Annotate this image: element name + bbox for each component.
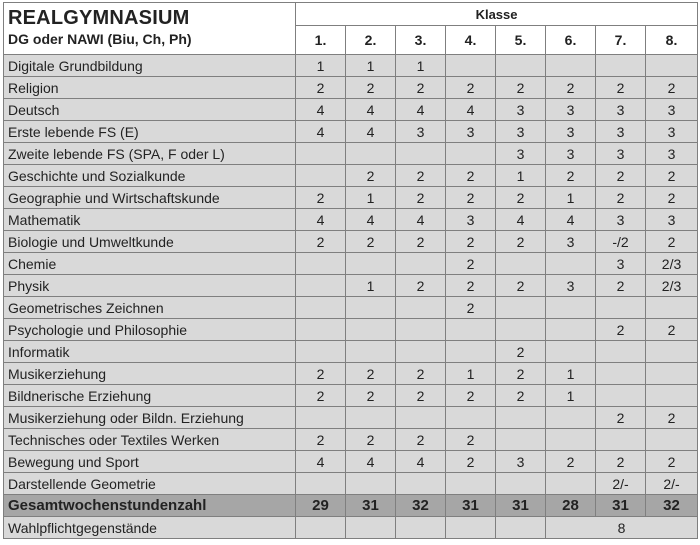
- hours-cell: [296, 341, 346, 363]
- hours-cell: 2: [296, 385, 346, 407]
- hours-cell: [546, 319, 596, 341]
- hours-cell: 2: [446, 429, 496, 451]
- hours-cell: 2: [296, 363, 346, 385]
- table-row: [4, 319, 698, 341]
- hours-cell: 2: [396, 165, 446, 187]
- hours-cell: 2: [296, 429, 346, 451]
- empty-cell: [296, 517, 346, 539]
- table-row: [4, 143, 698, 165]
- hours-cell: 1: [496, 165, 546, 187]
- hours-cell: 3: [596, 253, 646, 275]
- hours-cell: 2/-: [646, 473, 698, 495]
- hours-cell: 2: [446, 451, 496, 473]
- hours-cell: 2: [496, 341, 546, 363]
- hours-cell: [296, 319, 346, 341]
- hours-cell: 2: [346, 363, 396, 385]
- hours-cell: 2: [346, 77, 396, 99]
- hours-cell: [446, 341, 496, 363]
- hours-cell: 4: [296, 121, 346, 143]
- hours-cell: 2: [396, 429, 446, 451]
- hours-cell: 4: [296, 451, 346, 473]
- hours-cell: [396, 341, 446, 363]
- hours-cell: 1: [346, 55, 396, 77]
- hours-cell: [296, 473, 346, 495]
- hours-cell: 2: [396, 231, 446, 253]
- hours-cell: 1: [446, 363, 496, 385]
- hours-cell: 2: [496, 275, 546, 297]
- hours-cell: 1: [296, 55, 346, 77]
- wahlpflicht-value: 8: [546, 517, 698, 539]
- hours-cell: [546, 429, 596, 451]
- hours-cell: 2: [346, 231, 396, 253]
- hours-cell: [396, 253, 446, 275]
- hours-cell: 2: [596, 165, 646, 187]
- table-row: [4, 231, 698, 253]
- hours-cell: 4: [296, 99, 346, 121]
- table-row: [4, 253, 698, 275]
- hours-cell: 3: [496, 143, 546, 165]
- hours-cell: [496, 319, 546, 341]
- hours-cell: 2: [646, 319, 698, 341]
- hours-cell: 2: [396, 385, 446, 407]
- hours-cell: 3: [546, 121, 596, 143]
- hours-cell: [646, 429, 698, 451]
- table-row: [4, 121, 698, 143]
- hours-cell: [396, 473, 446, 495]
- hours-cell: 3: [646, 121, 698, 143]
- subject-cell: Informatik: [4, 341, 296, 363]
- hours-cell: [596, 55, 646, 77]
- total-label: Gesamtwochenstundenzahl: [4, 495, 296, 517]
- hours-cell: [596, 341, 646, 363]
- subject-cell: Physik: [4, 275, 296, 297]
- hours-cell: 2: [296, 231, 346, 253]
- subject-cell: Geographie und Wirtschaftskunde: [4, 187, 296, 209]
- subject-cell: Mathematik: [4, 209, 296, 231]
- hours-cell: [446, 55, 496, 77]
- hours-cell: 2: [446, 385, 496, 407]
- table-row: [4, 429, 698, 451]
- hours-cell: [546, 55, 596, 77]
- hours-cell: 2: [596, 275, 646, 297]
- table-row: [4, 77, 698, 99]
- hours-cell: [596, 385, 646, 407]
- hours-cell: 2: [446, 253, 496, 275]
- hours-cell: [496, 253, 546, 275]
- hours-cell: 2: [396, 77, 446, 99]
- subject-cell: Musikerziehung oder Bildn. Erziehung: [4, 407, 296, 429]
- table-row: [4, 165, 698, 187]
- hours-cell: [396, 319, 446, 341]
- total-row: [4, 495, 698, 517]
- hours-cell: [496, 297, 546, 319]
- hours-cell: 3: [496, 99, 546, 121]
- hours-cell: 4: [346, 451, 396, 473]
- hours-cell: 3: [546, 231, 596, 253]
- hours-cell: [346, 253, 396, 275]
- hours-cell: [646, 341, 698, 363]
- hours-cell: 4: [346, 99, 396, 121]
- hours-cell: [546, 341, 596, 363]
- hours-cell: 3: [396, 121, 446, 143]
- grade-header: 7.: [596, 26, 646, 55]
- hours-cell: 3: [596, 99, 646, 121]
- hours-cell: 1: [546, 187, 596, 209]
- empty-cell: [496, 517, 546, 539]
- hours-cell: 2: [346, 165, 396, 187]
- hours-cell: 2: [646, 451, 698, 473]
- hours-cell: [296, 253, 346, 275]
- wahlpflicht-row: [4, 517, 698, 539]
- header-row-1: [4, 3, 698, 26]
- hours-cell: 2: [646, 77, 698, 99]
- total-cell: 31: [496, 495, 546, 517]
- total-cell: 31: [596, 495, 646, 517]
- hours-cell: [546, 473, 596, 495]
- hours-cell: [396, 143, 446, 165]
- page-subtitle: DG oder NAWI (Biu, Ch, Ph): [8, 31, 192, 47]
- hours-cell: 2: [496, 187, 546, 209]
- table-row: [4, 55, 698, 77]
- hours-cell: [646, 297, 698, 319]
- hours-cell: 2: [596, 187, 646, 209]
- hours-cell: 2: [546, 451, 596, 473]
- table-row: [4, 209, 698, 231]
- hours-cell: 4: [296, 209, 346, 231]
- subject-cell: Deutsch: [4, 99, 296, 121]
- table-row: [4, 407, 698, 429]
- hours-cell: [446, 473, 496, 495]
- hours-cell: 3: [546, 275, 596, 297]
- hours-cell: 2: [646, 165, 698, 187]
- grade-header: 6.: [546, 26, 596, 55]
- total-cell: 31: [446, 495, 496, 517]
- table-row: [4, 187, 698, 209]
- subject-cell: Bewegung und Sport: [4, 451, 296, 473]
- hours-cell: 2: [396, 187, 446, 209]
- hours-cell: 4: [346, 121, 396, 143]
- total-cell: 32: [396, 495, 446, 517]
- hours-cell: [346, 143, 396, 165]
- hours-cell: 2: [596, 451, 646, 473]
- hours-cell: 3: [446, 209, 496, 231]
- table-row: [4, 275, 698, 297]
- subject-cell: Chemie: [4, 253, 296, 275]
- hours-cell: [546, 253, 596, 275]
- hours-cell: 2: [446, 165, 496, 187]
- hours-cell: [646, 363, 698, 385]
- total-cell: 31: [346, 495, 396, 517]
- hours-cell: 2: [446, 187, 496, 209]
- subject-cell: Zweite lebende FS (SPA, F oder L): [4, 143, 296, 165]
- hours-cell: [546, 297, 596, 319]
- grade-header: 8.: [646, 26, 698, 55]
- hours-cell: -/2: [596, 231, 646, 253]
- subject-cell: Religion: [4, 77, 296, 99]
- wahlpflicht-label: Wahlpflichtgegenstände: [4, 517, 296, 539]
- hours-cell: 4: [446, 99, 496, 121]
- subject-cell: Darstellende Geometrie: [4, 473, 296, 495]
- hours-cell: [346, 473, 396, 495]
- hours-cell: 3: [646, 209, 698, 231]
- hours-cell: [646, 385, 698, 407]
- hours-cell: 4: [546, 209, 596, 231]
- hours-cell: [496, 473, 546, 495]
- hours-cell: 4: [396, 99, 446, 121]
- hours-cell: [446, 143, 496, 165]
- table-row: [4, 99, 698, 121]
- table-row: [4, 341, 698, 363]
- grade-header: 5.: [496, 26, 546, 55]
- hours-cell: 4: [396, 209, 446, 231]
- hours-cell: 1: [546, 385, 596, 407]
- hours-cell: 2: [596, 77, 646, 99]
- grade-header: 4.: [446, 26, 496, 55]
- empty-cell: [446, 517, 496, 539]
- hours-cell: 2: [296, 77, 346, 99]
- hours-cell: 4: [496, 209, 546, 231]
- page-title: REALGYMNASIUM: [8, 7, 190, 29]
- hours-cell: 3: [596, 209, 646, 231]
- hours-cell: [646, 55, 698, 77]
- hours-cell: 2: [646, 407, 698, 429]
- title-cell: [4, 3, 296, 55]
- hours-cell: [296, 143, 346, 165]
- hours-cell: [396, 407, 446, 429]
- hours-cell: 2/3: [646, 253, 698, 275]
- hours-cell: [346, 341, 396, 363]
- hours-cell: [346, 297, 396, 319]
- hours-cell: 2: [646, 187, 698, 209]
- hours-cell: 4: [346, 209, 396, 231]
- hours-cell: 2: [446, 77, 496, 99]
- hours-cell: 2: [446, 275, 496, 297]
- hours-cell: 2: [546, 165, 596, 187]
- hours-cell: 3: [546, 143, 596, 165]
- hours-cell: 1: [546, 363, 596, 385]
- subject-cell: Geschichte und Sozialkunde: [4, 165, 296, 187]
- hours-cell: 3: [646, 99, 698, 121]
- hours-cell: 2: [596, 407, 646, 429]
- hours-cell: [596, 363, 646, 385]
- table-row: [4, 385, 698, 407]
- subject-cell: Digitale Grundbildung: [4, 55, 296, 77]
- hours-cell: 2: [496, 385, 546, 407]
- hours-cell: 3: [446, 121, 496, 143]
- table-row: [4, 297, 698, 319]
- hours-cell: 2: [446, 297, 496, 319]
- hours-cell: 3: [546, 99, 596, 121]
- subject-cell: Psychologie und Philosophie: [4, 319, 296, 341]
- total-cell: 28: [546, 495, 596, 517]
- subject-cell: Musikerziehung: [4, 363, 296, 385]
- hours-cell: 2: [446, 231, 496, 253]
- hours-cell: 2/3: [646, 275, 698, 297]
- hours-cell: [346, 319, 396, 341]
- hours-cell: [496, 429, 546, 451]
- hours-cell: 2: [646, 231, 698, 253]
- hours-cell: 2: [546, 77, 596, 99]
- timetable: [3, 2, 698, 539]
- grade-header: 1.: [296, 26, 346, 55]
- table-row: [4, 451, 698, 473]
- hours-cell: 2: [346, 429, 396, 451]
- hours-cell: 2: [396, 275, 446, 297]
- total-cell: 29: [296, 495, 346, 517]
- hours-cell: 3: [646, 143, 698, 165]
- hours-cell: 2: [496, 363, 546, 385]
- hours-cell: 2: [346, 385, 396, 407]
- hours-cell: [296, 407, 346, 429]
- hours-cell: 2: [496, 77, 546, 99]
- grade-header: 2.: [346, 26, 396, 55]
- hours-cell: 4: [396, 451, 446, 473]
- hours-cell: [446, 319, 496, 341]
- hours-cell: 2: [296, 187, 346, 209]
- hours-cell: 2: [396, 363, 446, 385]
- subject-cell: Erste lebende FS (E): [4, 121, 296, 143]
- subject-cell: Geometrisches Zeichnen: [4, 297, 296, 319]
- empty-cell: [346, 517, 396, 539]
- subject-cell: Technisches oder Textiles Werken: [4, 429, 296, 451]
- hours-cell: [296, 275, 346, 297]
- hours-cell: 3: [596, 143, 646, 165]
- hours-cell: 1: [346, 187, 396, 209]
- empty-cell: [396, 517, 446, 539]
- hours-cell: [346, 407, 396, 429]
- hours-cell: 1: [346, 275, 396, 297]
- hours-cell: [596, 297, 646, 319]
- hours-cell: 2: [596, 319, 646, 341]
- hours-cell: 2: [496, 231, 546, 253]
- klasse-header: Klasse: [296, 3, 698, 26]
- table-row: [4, 363, 698, 385]
- total-cell: 32: [646, 495, 698, 517]
- hours-cell: [296, 165, 346, 187]
- hours-cell: 3: [496, 451, 546, 473]
- hours-cell: [596, 429, 646, 451]
- hours-cell: 3: [496, 121, 546, 143]
- subject-cell: Biologie und Umweltkunde: [4, 231, 296, 253]
- hours-cell: 3: [596, 121, 646, 143]
- hours-cell: [296, 297, 346, 319]
- hours-cell: [496, 55, 546, 77]
- hours-cell: [446, 407, 496, 429]
- hours-cell: [546, 407, 596, 429]
- table-row: [4, 473, 698, 495]
- hours-cell: [496, 407, 546, 429]
- subject-cell: Bildnerische Erziehung: [4, 385, 296, 407]
- hours-cell: 2/-: [596, 473, 646, 495]
- hours-cell: 1: [396, 55, 446, 77]
- grade-header: 3.: [396, 26, 446, 55]
- hours-cell: [396, 297, 446, 319]
